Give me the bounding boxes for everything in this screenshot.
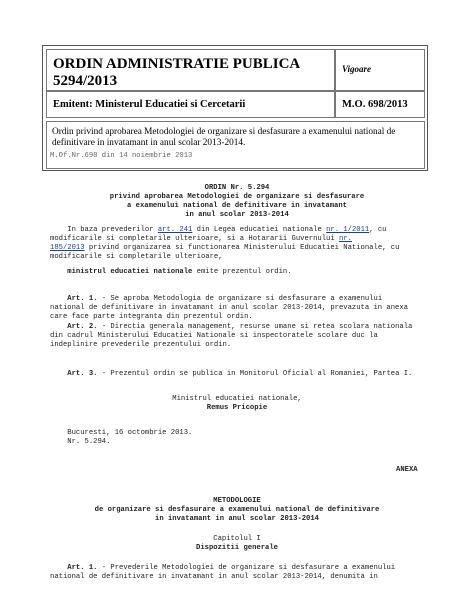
chapter-heading: Capitolul I Dispozitii generale [196, 535, 278, 552]
emitent-cell [46, 91, 335, 118]
description-cell [46, 121, 425, 169]
hg-link-part2[interactable]: 185/2013 [50, 244, 85, 252]
article-2: Art. 2. - Directia generala management, resurse umane si retea scolara nationala din cadrul Ministerului Educatiei Nationale si inspectoratele scolare duc la indeplinire prevederile prezentului ordin. [50, 323, 413, 349]
signature-block [42, 395, 432, 413]
article-label: Art. 3. [67, 370, 98, 378]
article-3: Art. 3. - Prezentul ordin se publica in Monitorul Oficial al Romaniei, Partea I. [67, 370, 413, 378]
article-label: Art. 2. [67, 323, 98, 331]
preamble-paragraph: In baza prevederilor art. 241 din Legea educatiei nationale nr. 1/2011, cu modificarile si completarile ulterioare, si a Hotararii Guvernului nr. 185/2013 privind organizarea si functionarea Ministerului Educatiei Nationale, cu modificarile si completarile ulterioare, [50, 226, 400, 261]
publication-meta: M.Of.Nr.698 din 14 noiembrie 2013 [50, 152, 193, 160]
emitent-label: Emitent: Ministerul Educatiei si Cercetarii [53, 99, 246, 110]
annex-label: ANEXA [396, 466, 418, 474]
issue-date-block: Bucuresti, 16 octombrie 2013. Nr. 5.294. [67, 429, 193, 446]
law-article-link[interactable]: art. 241 [157, 226, 193, 234]
status-cell [335, 49, 425, 91]
methodology-article-1: Art. 1. - Prevederile Metodologiei de organizare si desfasurare a examenului national de definitivare in invatamant in anul scolar 2013-2014, denumita in [50, 564, 396, 581]
signature-role: Ministrul educatiei nationale, [172, 395, 302, 403]
methodology-heading: METODOLOGIE de organizare si desfasurare a examenului national de definitivare in invatamant in anul scolar 2013-2014 [94, 497, 380, 523]
monitor-oficial-label: M.O. 698/2013 [342, 99, 408, 110]
document-title: ORDIN ADMINISTRATIE PUBLICA 5294/2013 [53, 56, 301, 89]
status-label: Vigoare [342, 64, 372, 74]
signature-name: Remus Pricopie [206, 404, 268, 412]
monitor-cell [335, 91, 425, 118]
document-description: Ordin privind aprobarea Metodologiei de organizare si desfasurare a examenului national de definitivare in invatamant in anul scolar 2013-2014. [52, 127, 396, 148]
order-heading: ORDIN Nr. 5.294 privind aprobarea Metodologiei de organizare si desfasurare a examenului national de definitivare in invatamant in anul scolar 2013-2014 [109, 184, 365, 219]
hg-link-part1[interactable]: nr. [339, 235, 352, 243]
article-label: Art. 1. [67, 564, 98, 572]
law-number-link[interactable]: nr. 1/2011 [326, 226, 370, 234]
article-label: Art. 1. [67, 295, 98, 303]
minister-issues-line: ministrul educatiei nationale emite prezentul ordin. [67, 268, 292, 276]
title-cell [46, 49, 335, 91]
article-1: Art. 1. - Se aproba Metodologia de organizare si desfasurare a examenului national de definitivare in invatamant in anul scolar 2013-2014, prevazuta in anexa care face parte integranta din prezentul ordin. [50, 295, 408, 321]
